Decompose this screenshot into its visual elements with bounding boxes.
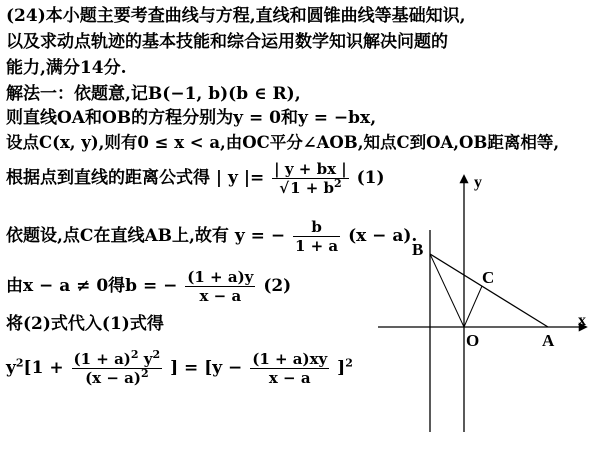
sqrt-body: $1 + b^2$: [290, 177, 342, 197]
x-axis-label: x: [578, 312, 586, 329]
text-line-5: 则直线OA和OB的方程分别为y = 0和y = −bx,: [6, 108, 377, 128]
geometry-figure: [372, 170, 598, 436]
b-numerator: (1 + a)y: [187, 268, 254, 286]
sqrt-symbol: √: [279, 179, 290, 197]
text-line-1: (24)本小题主要考查曲线与方程,直线和圆锥曲线等基础知识,: [6, 6, 466, 26]
equation-tag-2: (2): [263, 276, 292, 296]
line8-prefix: 依题设,点C在直线AB上,故有: [6, 226, 229, 246]
line9-mid: 得: [108, 276, 126, 296]
text-line-2: 以及求动点轨迹的基本技能和综合运用数学知识解决问题的: [6, 32, 448, 52]
point-a-label: A: [542, 331, 555, 350]
text-line-9: [6, 268, 291, 305]
distance-fraction: [272, 160, 349, 197]
segment-oc: [464, 286, 482, 327]
substitution-numerator-2: (1 + a)xy: [252, 350, 328, 368]
text-line-4: 解法一：依题意,记B(−1, b)(b ∈ R),: [6, 84, 301, 104]
slope-denominator: 1 + a: [294, 237, 339, 255]
line9-prefix: 由: [6, 276, 23, 296]
substitution-numerator-1: $(1 + a)^2$ $y^2$: [73, 348, 161, 368]
line7-lhs: | y |=: [215, 168, 265, 188]
slope-fraction: [293, 218, 340, 255]
distance-denominator: [272, 178, 349, 197]
line9-condition: x − a ≠ 0: [23, 276, 109, 296]
slope-numerator: b: [311, 218, 322, 236]
distance-numerator: | y + bx |: [274, 160, 347, 178]
segment-ba: [430, 254, 548, 327]
text-line-8: [6, 218, 417, 255]
substitution-fraction-1: [72, 350, 163, 387]
text-line-6: 设点C(x, y),则有0 ≤ x < a,由OC平分∠AOB,知点C到OA,OB距离相等,: [6, 133, 560, 152]
line8-rhs: (x − a).: [348, 226, 418, 246]
text-line-10: 将(2)式代入(1)式得: [6, 314, 164, 334]
y-axis-label: y: [474, 174, 482, 191]
b-denominator: x − a: [185, 286, 255, 305]
b-fraction: [185, 268, 255, 305]
text-line-7: [6, 160, 385, 197]
origin-o-label: O: [466, 331, 480, 350]
equation-tag-1: (1): [356, 168, 385, 188]
substitution-denominator-2: x − a: [250, 368, 329, 387]
point-c-label: C: [482, 268, 495, 287]
line7-prefix: 根据点到直线的距离公式得: [6, 168, 210, 188]
substitution-denominator-1: $(x - a)^2$: [72, 368, 163, 387]
substitution-fraction-2: [250, 350, 329, 387]
point-b-label: B: [412, 240, 424, 259]
line9-lhs: b = −: [125, 276, 178, 296]
text-line-3: 能力,满分14分.: [6, 58, 127, 78]
text-line-11: $y^2[1$ + $\frac{(1 + a)^2 y^2}{(x - a)^2}$ ] = [y − $\frac{(1 + a)xy}{x - a}$ ]$^2$: [6, 348, 353, 387]
line8-lhs: y = −: [234, 226, 286, 246]
